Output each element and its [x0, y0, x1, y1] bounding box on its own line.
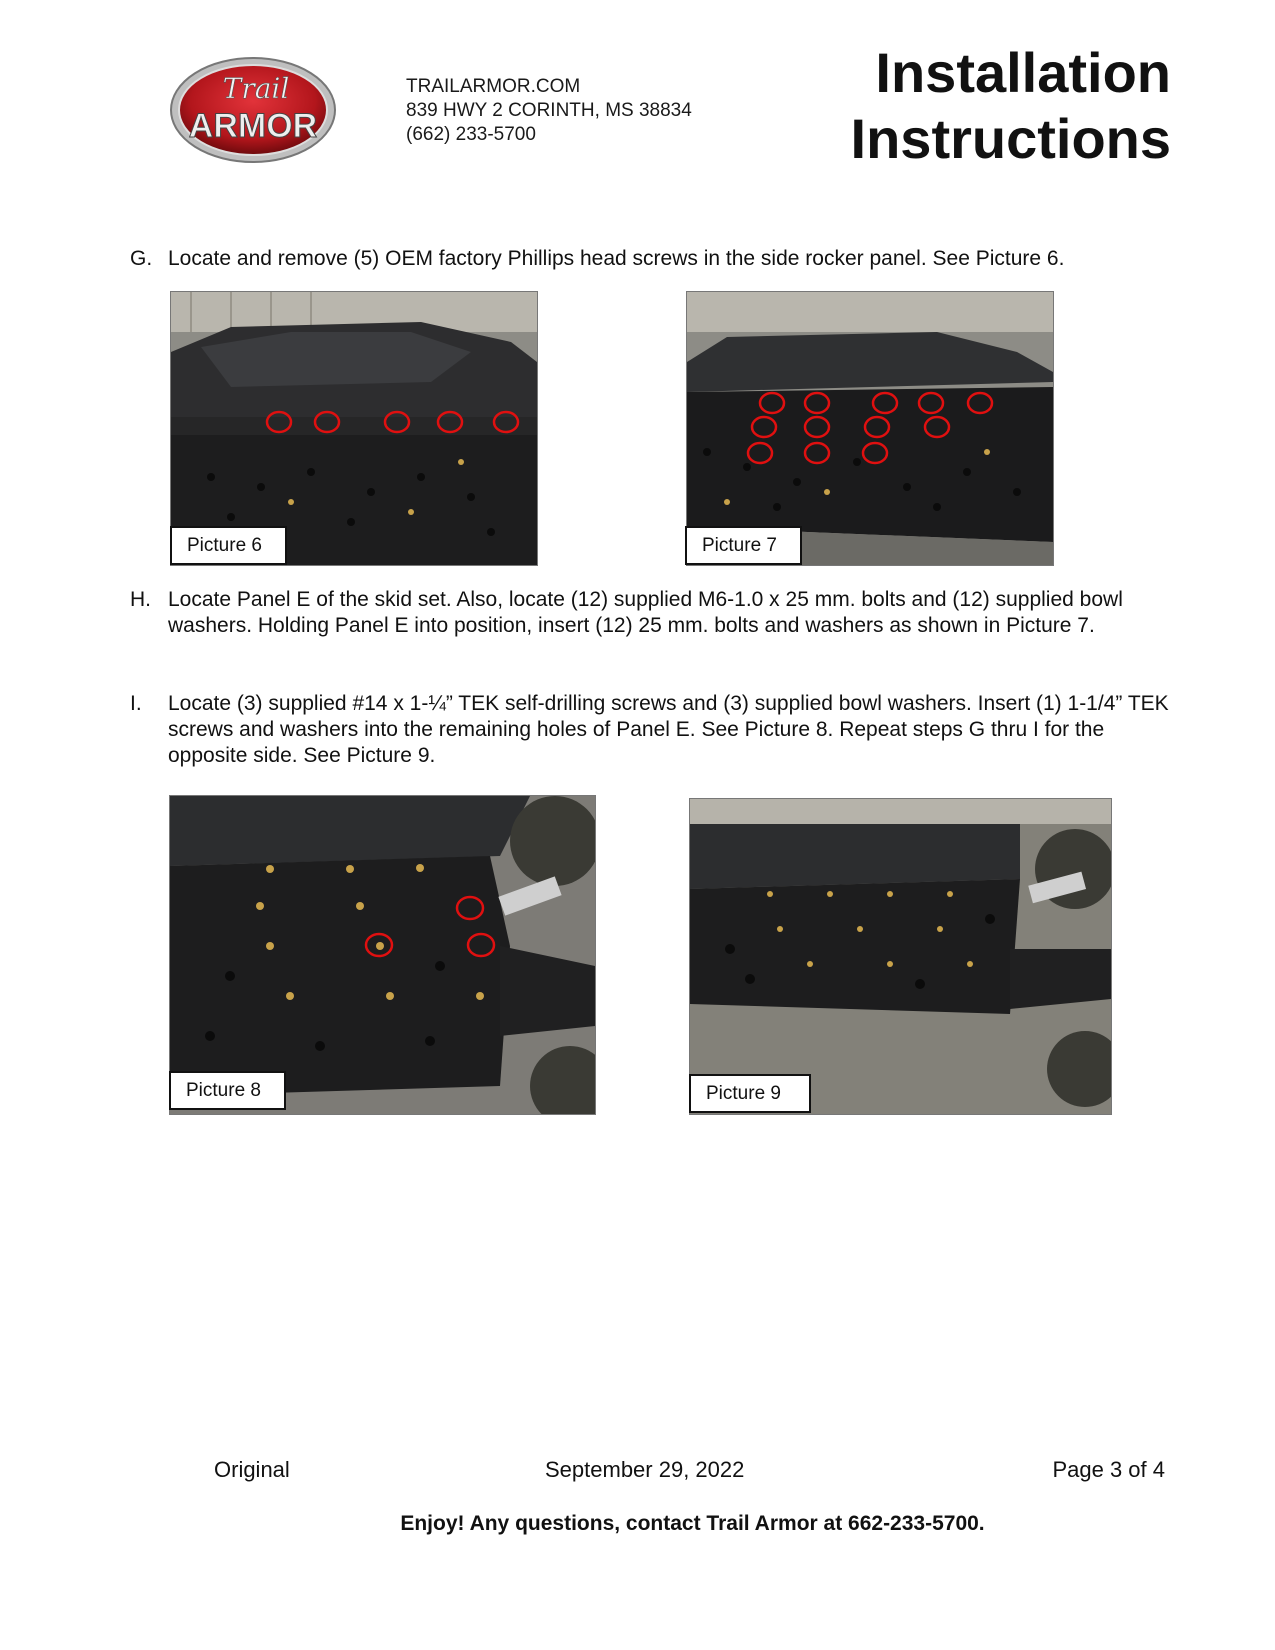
- phone: (662) 233-5700: [406, 124, 536, 145]
- picture-7-photo: [686, 291, 1054, 566]
- website: TRAILARMOR.COM: [406, 76, 581, 97]
- footer-page-number: Page 3 of 4: [1052, 1457, 1165, 1482]
- step-text: Locate (3) supplied #14 x 1-¼” TEK self-drilling screws and (3) supplied bowl washers. Insert (1) 1-1/4” TEK screws and washers into the remaining holes of Panel E. See Picture 8. Repeat steps G thru I for the opposite side. See Picture 9.: [168, 692, 1169, 767]
- footer-contact-note: Enjoy! Any questions, contact Trail Armor at 662-233-5700.: [400, 1512, 985, 1535]
- title-line-2: Instructions: [850, 107, 1171, 170]
- step-g: [130, 246, 1170, 272]
- step-label: H.: [130, 588, 151, 611]
- title-line-1: Installation: [875, 41, 1171, 104]
- svg-text:ARMOR: ARMOR: [188, 107, 318, 145]
- svg-text:Trail: Trail: [222, 72, 290, 105]
- picture-9-caption: Picture 9: [689, 1074, 811, 1113]
- step-i: [130, 691, 1170, 769]
- step-h: [130, 587, 1170, 639]
- step-text: Locate Panel E of the skid set. Also, locate (12) supplied M6-1.0 x 25 mm. bolts and (12) supplied bowl washers. Holding Panel E into position, insert (12) 25 mm. bolts and washers as shown in Picture 7.: [168, 588, 1123, 637]
- step-text: Locate and remove (5) OEM factory Phillips head screws in the side rocker panel. See Picture 6.: [168, 247, 1065, 270]
- footer-revision: Original: [214, 1457, 290, 1482]
- picture-7-caption: Picture 7: [685, 526, 802, 565]
- picture-8-photo: [169, 795, 596, 1115]
- trail-armor-logo: [168, 55, 338, 165]
- page-title: [851, 40, 1171, 172]
- picture-9-photo: [689, 798, 1112, 1115]
- company-contact: [406, 75, 692, 147]
- picture-6-caption: Picture 6: [170, 526, 287, 565]
- step-label: G.: [130, 247, 153, 270]
- address: 839 HWY 2 CORINTH, MS 38834: [406, 100, 692, 121]
- picture-8-caption: Picture 8: [169, 1071, 286, 1110]
- step-label: I.: [130, 692, 142, 715]
- picture-6-photo: [170, 291, 538, 566]
- footer-date: September 29, 2022: [545, 1457, 745, 1482]
